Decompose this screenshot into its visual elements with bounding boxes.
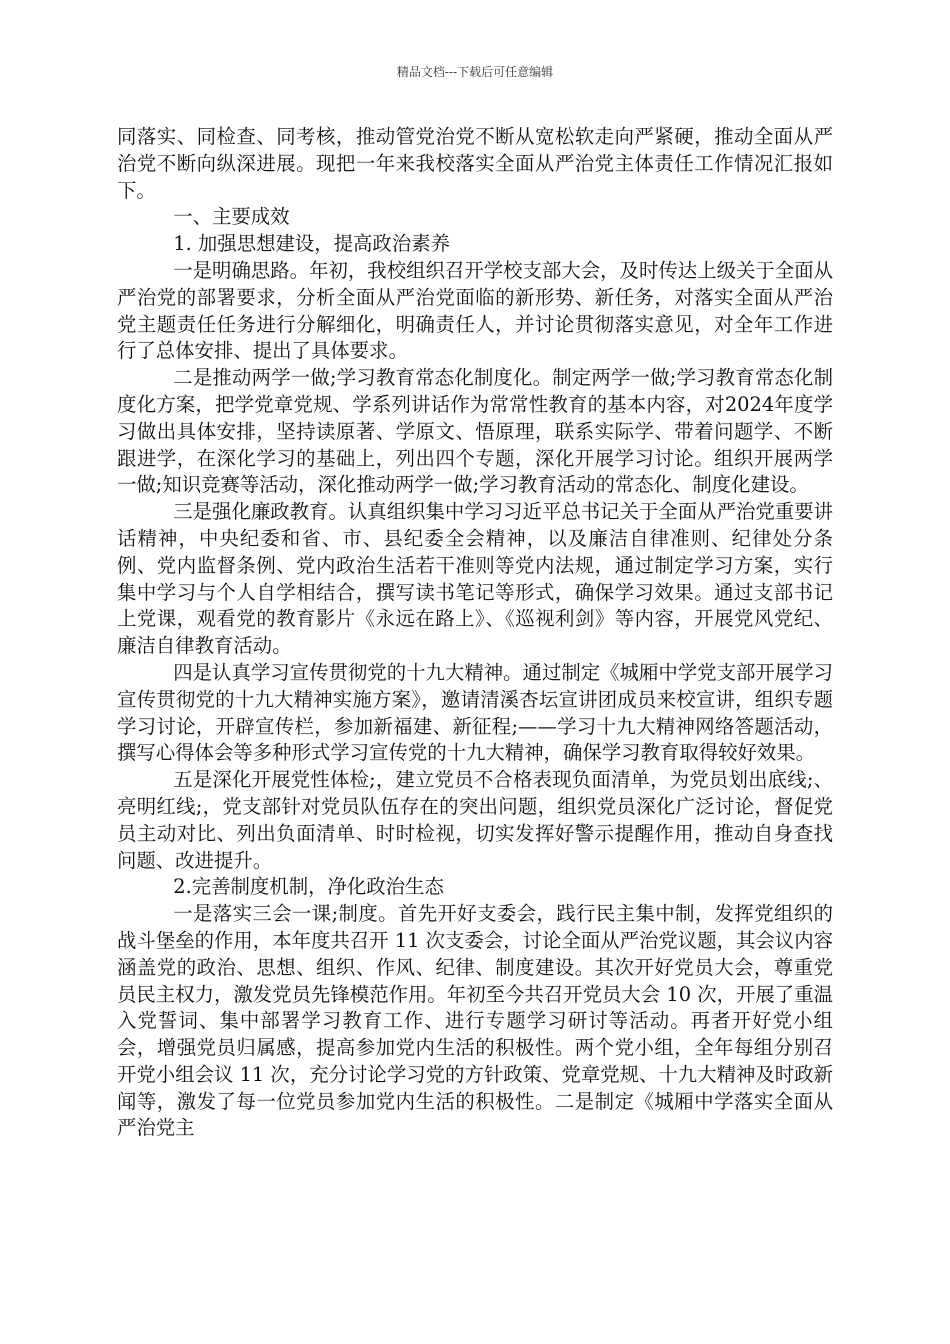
paragraph-integrity-education: 三是强化廉政教育。认真组织集中学习习近平总书记关于全面从严治党重要讲话精神，中央纪委和省、市、县纪委全会精神，以及廉洁自律准则、纪律处分条例、党内监督条例、党内政治生活若干准则等党内法规，通过制定学习方案，实行集中学习与个人自学相结合，撰写读书笔记等形式，确保学习效果。通过支部书记上党课，观看党的教育影片《永远在路上》、《巡视利剑》等内容，开展党风党纪、廉洁自律教育活动。 (117, 500, 833, 658)
subheading-institutional-mechanism: 2.完善制度机制，净化政治生态 (173, 875, 444, 899)
subheading-ideological-building: 1. 加强思想建设，提高政治素养 (173, 232, 450, 256)
paragraph-two-studies: 二是推动两学一做;学习教育常态化制度化。制定两学一做;学习教育常态化制度化方案，把学党章党规、学系列讲话作为常常性教育的基本内容，对2024年度学习做出具体安排，坚持读原著、学原文、悟原理，联系实际学、带着问题学、不断跟进学，在深化学习的基础上，列出四个专题，深化开展学习讨论。组织开展两学一做;知识竞赛等活动，深化推动两学一做;学习教育活动的常态化、制度化建设。 (117, 366, 833, 497)
paragraph-nineteenth-congress: 四是认真学习宣传贯彻党的十九大精神。通过制定《城厢中学党支部开展学习宣传贯彻党的十九大精神实施方案》，邀请清溪杏坛宣讲团成员来校宣讲，组织专题学习讨论，开辟宣传栏，参加新福建、新征程;——学习十九大精神网络答题活动，撰写心得体会等多种形式学习宣传党的十九大精神，确保学习教育取得较好效果。 (117, 660, 833, 765)
document-body (117, 124, 833, 1142)
paragraph-clarify-thinking: 一是明确思路。年初，我校组织召开学校支部大会，及时传达上级关于全面从严治党的部署要求，分析全面从严治党面临的新形势、新任务，对落实全面从严治党主题责任任务进行分解细化，明确责任人，并讨论贯彻落实意见，对全年工作进行了总体安排、提出了具体要求。 (117, 258, 833, 363)
paragraph-three-meetings: 一是落实三会一课;制度。首先开好支委会，践行民主集中制，发挥党组织的战斗堡垒的作用，本年度共召开 11 次支委会，讨论全面从严治党议题，其会议内容涵盖党的政治、思想、组织、作风、纪律、制度建设。其次开好党员大会，尊重党员民主权力，激发党员先锋模范作用。年初至今共召开党员大会 10 次，开展了重温入党誓词、集中部署学习教育工作、进行专题学习研讨等活动。再者开好党小组会，增强党员归属感，提高参加党内生活的积极性。两个党小组，全年每组分别召开党小组会议 11 次，充分讨论学习党的方针政策、党章党规、十九大精神及时政新闻等，激发了每一位党员参加党内生活的积极性。二是制定《城厢中学落实全面从严治党主 (117, 902, 833, 1140)
section-heading-main-results: 一、主要成效 (173, 205, 290, 229)
intro-paragraph: 同落实、同检查、同考核，推动管党治党不断从宽松软走向严紧硬，推动全面从严治党不断向纵深进展。现把一年来我校落实全面从严治党主体责任工作情况汇报如下。 (117, 125, 833, 202)
paragraph-party-check: 五是深化开展党性体检;，建立党员不合格表现负面清单，为党员划出底线;、亮明红线;，党支部针对党员队伍存在的突出问题，组织党员深化广泛讨论，督促党员主动对比、列出负面清单、时时检视，切实发挥好警示提醒作用，推动自身查找问题、改进提升。 (117, 768, 833, 872)
page-header: 精品文档---下载后可任意编辑 (396, 65, 554, 79)
